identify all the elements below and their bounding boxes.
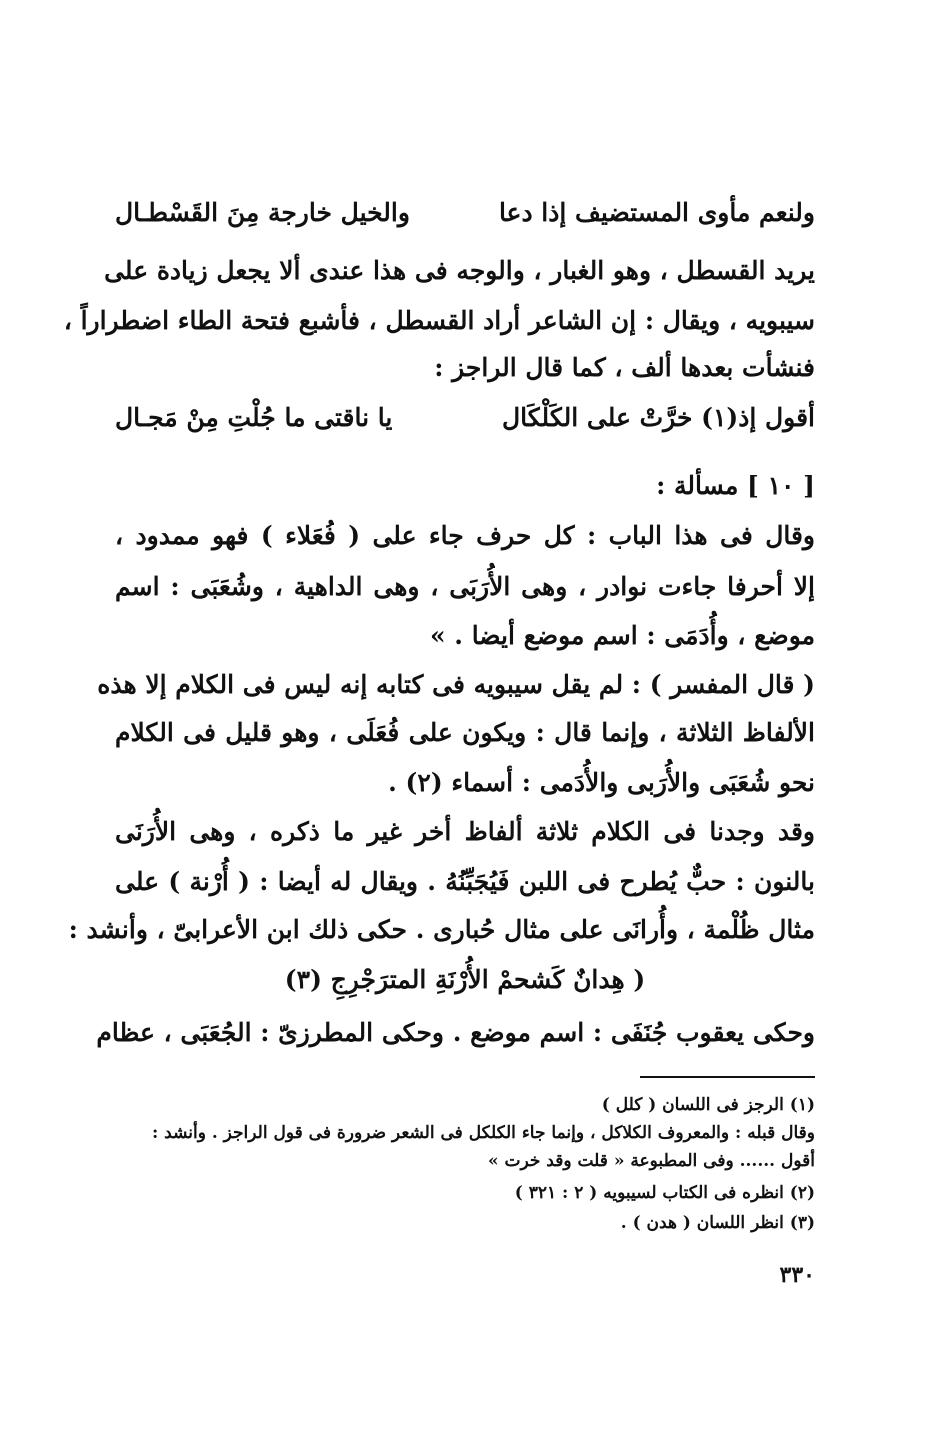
section-heading: [ ١٠ ] مسألة : (656, 471, 815, 500)
text-line: إلا أحرفا جاءت نوادر ، وهى الأُرَبَى ، وهى الداهية ، وشُعَبَى : اسم (115, 572, 815, 601)
text-line: فنشأت بعدها ألف ، كما قال الراجز : (434, 353, 815, 382)
text-line: وحكى يعقوب جُنَفَى : اسم موضع . وحكى المطرزىّ : الجُعَبَى ، عظام (96, 1018, 815, 1047)
text-line: ( قال المفسر ) : لم يقل سيبويه فى كتابه إنه ليس فى الكلام إلا هذه (97, 670, 815, 699)
footnote: (٢) انظره فى الكتاب لسيبويه ( ٢ : ٣٢١ ) (514, 1183, 815, 1203)
text-line: مثال ظُلْمة ، وأُرانَى على مثال حُبارى . حكى ذلك ابن الأعرابىّ ، وأنشد : (68, 915, 815, 944)
text-line: سيبويه ، ويقال : إن الشاعر أراد القسطل ، فأشبع فتحة الطاء اضطراراً ، (63, 306, 815, 335)
text-line: وقد وجدنا فى الكلام ثلاثة ألفاظ أخر غير ما ذكره ، وهى الأُرَنَى (115, 817, 815, 846)
text-line: الألفاظ الثلاثة ، وإنما قال : ويكون على فُعَلَى ، وهو قليل فى الكلام (115, 718, 815, 747)
footnote: (٣) انظر اللسان ( هدن ) . (620, 1213, 815, 1233)
verse-hemistich-first: ولنعم مأوى المستضيف إذا دعا (498, 198, 815, 227)
text-line: موضع ، وأُدَمَى : اسم موضع أيضا . » (429, 621, 815, 650)
footnote-rule (640, 1076, 815, 1078)
verse-hemistich-first: أقول إذ(١) خرَّتْ على الكَلْكَال (501, 403, 815, 432)
text-line: يريد القسطل ، وهو الغبار ، والوجه فى هذا عندى ألا يجعل زيادة على (104, 256, 815, 285)
text-line: نحو شُعَبَى والأُرَبى والأُدَمى : أسماء (٢) . (388, 768, 815, 797)
page-number: ٣٣٠ (779, 1262, 815, 1288)
footnote: (١) الرجز فى اللسان ( كلل ) (601, 1095, 815, 1115)
quoted-verse: ( هِدانٌ كَشحمْ الأُرْنَةِ المترَجْرِجِ (٣) (284, 965, 646, 994)
verse-hemistich-second: يا ناقتى ما جُلْتِ مِنْ مَجـال (115, 403, 393, 432)
text-line: وقال فى هذا الباب : كل حرف جاء على ( فُعَلاء ) فهو ممدود ، (115, 521, 815, 550)
footnote: أقول ...... وفى المطبوعة « قلت وقد خرت » (487, 1151, 815, 1171)
verse-hemistich-second: والخيل خارجة مِنَ القَسْطـال (115, 198, 410, 227)
footnote: وقال قبله : والمعروف الكلاكل ، وإنما جاء الكلكل فى الشعر ضرورة فى قول الراجز . وأنشد : (151, 1123, 815, 1143)
text-line: بالنون : حبٌّ يُطرح فى اللبن فَيُجَبِّنُهُ . ويقال له أيضا : ( أُرْنة ) على (115, 867, 815, 896)
